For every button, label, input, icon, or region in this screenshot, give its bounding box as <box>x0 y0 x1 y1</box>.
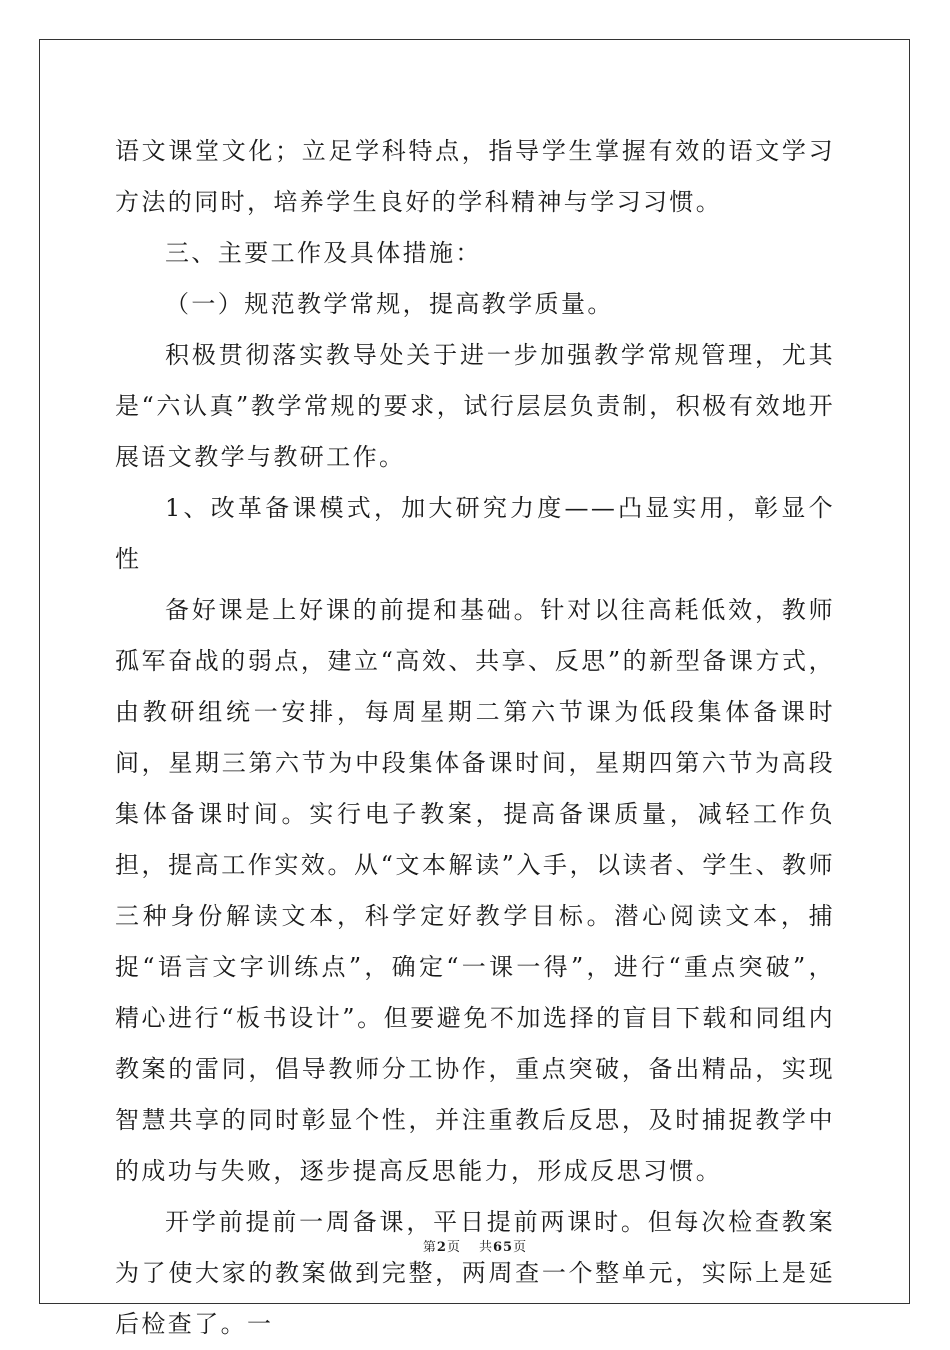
paragraph: （一）规范教学常规，提高教学质量。 <box>165 290 614 318</box>
page-prefix: 第 <box>422 1240 437 1255</box>
page-total: 65 <box>492 1240 514 1255</box>
page-unit: 页 <box>446 1240 461 1255</box>
paragraph: 语文课堂文化；立足学科特点，指导学生掌握有效的语文学习方法的同时，培养学生良好的学科精神与学习习惯。 <box>115 137 835 216</box>
paragraph: 积极贯彻落实教导处关于进一步加强教学常规管理，尤其是“六认真”教学常规的要求，试行层层负责制，积极有效地开展语文教学与教研工作。 <box>115 341 835 471</box>
document-body <box>115 126 835 1350</box>
total-unit: 页 <box>513 1240 528 1255</box>
paragraph: 开学前提前一周备课，平日提前两课时。但每次检查教案为了使大家的教案做到完整，两周查一个整单元，实际上是延后检查了。一 <box>115 1208 835 1338</box>
paragraph: 三、主要工作及具体措施： <box>165 239 482 267</box>
page-current: 2 <box>436 1240 447 1255</box>
total-prefix: 共 <box>478 1240 493 1255</box>
page-footer <box>0 1238 950 1258</box>
paragraph: 备好课是上好课的前提和基础。针对以往高耗低效，教师孤军奋战的弱点，建立“高效、共享、反思”的新型备课方式，由教研组统一安排，每周星期二第六节课为低段集体备课时间，星期三第六节为中段集体备课时间，星期四第六节为高段集体备课时间。实行电子教案，提高备课质量，减轻工作负担，提高工作实效。从“文本解读”入手，以读者、学生、教师三种身份解读文本，科学定好教学目标。潜心阅读文本，捕捉“语言文字训练点”，确定“一课一得”，进行“重点突破”，精心进行“板书设计”。但要避免不加选择的盲目下载和同组内教案的雷同，倡导教师分工协作，重点突破，备出精品，实现智慧共享的同时彰显个性，并注重教后反思，及时捕捉教学中的成功与失败，逐步提高反思能力，形成反思习惯。 <box>115 596 835 1185</box>
paragraph: 1、改革备课模式，加大研究力度——凸显实用，彰显个性 <box>115 494 835 573</box>
